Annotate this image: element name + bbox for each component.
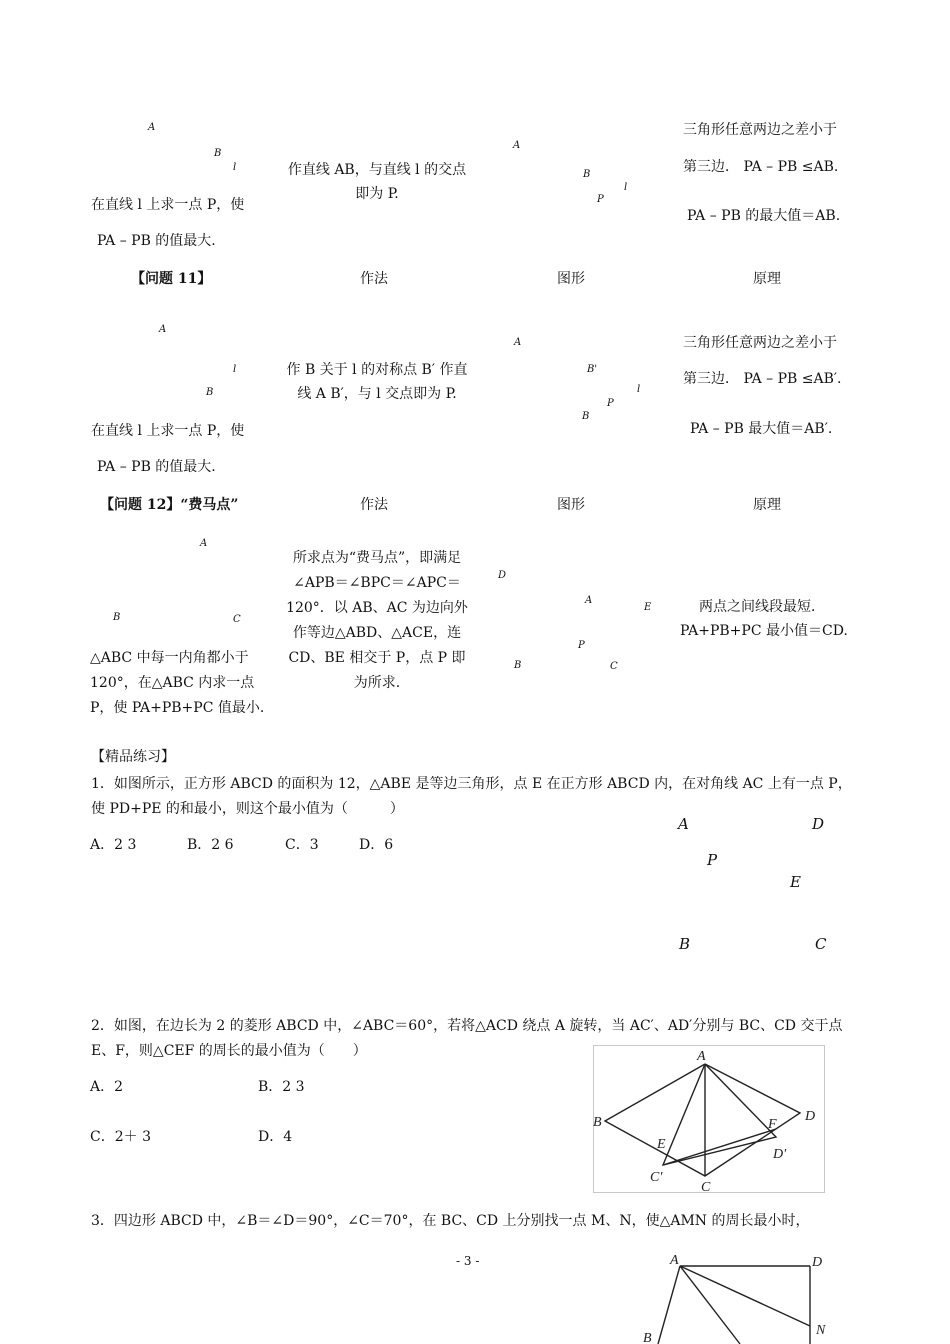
figure-label: P [578,640,585,651]
q1-figure-label: E [790,873,801,891]
practice-title: 【精品练习】 [91,749,175,765]
fig-label: D [812,1255,823,1270]
edge-ab [658,1266,680,1344]
q2-option-c: C．2＋ 3 [90,1129,151,1145]
column-principle: 原理 [753,497,781,513]
rotated-triangle [663,1064,776,1165]
question-2-text: 2．如图，在边长为 2 的菱形 ABCD 中，∠ABC＝60°，若将△ACD 绕点 A 旋转，当 AC′、AD′分别与 BC、CD 交于点 E、F，则△CEF 的周长的最小值为（ ） [91,1018,843,1059]
fig-label: F [768,1117,777,1132]
segment-an [680,1266,810,1326]
figure-label: P [607,398,614,409]
figure-label: P [597,194,604,205]
figure-label: A [513,140,521,151]
problem10-statement-1: 在直线 l 上求一点 P，使 [91,197,245,213]
fig-label: N [816,1323,826,1338]
fig-label: C' [650,1170,663,1185]
q1-figure-label: C [815,935,827,953]
figure-label: l [624,182,628,193]
column-figure: 图形 [557,271,585,287]
point-label: l [233,162,237,173]
problem11-principle-3: PA – PB 最大值＝AB′. [690,421,833,437]
segment-ef [663,1129,776,1165]
problem10-method: 作直线 AB，与直线 l 的交点即为 P. [287,162,467,202]
q1-option-a: A．2 3 [90,837,137,853]
figure-label: B [582,411,590,422]
point-label: l [233,364,237,375]
fig-label: A [670,1253,679,1268]
q2-rhombus-figure [593,1045,825,1193]
fig-label: E [657,1137,666,1152]
figure-label: B' [587,364,598,375]
problem12-statement: △ABC 中每一内角都小于 120°，在△ABC 内求一点 P，使 PA+PB+PC 值最小. [90,650,265,716]
fig-label: D' [773,1147,787,1162]
question-3-text: 3．四边形 ABCD 中，∠B＝∠D＝90°，∠C＝70°，在 BC、CD 上分别找一点 M、N，使△AMN 的周长最小时， [91,1213,810,1229]
problem12-principle-2: PA+PB+PC 最小值＝CD. [680,623,848,639]
problem11-statement-1: 在直线 l 上求一点 P，使 [91,423,245,439]
q1-option-d: D．6 [359,837,394,853]
q3-quadrilateral-figure [640,1250,840,1344]
fig-label: B [643,1331,652,1344]
fig-label: C [701,1180,711,1195]
point-label: B [113,612,121,623]
problem10-statement-2: PA – PB 的值最大. [97,233,216,249]
column-method: 作法 [360,497,388,513]
q1-figure-label: A [678,815,689,833]
problem10-principle-3: PA – PB 的最大值＝AB. [687,208,841,224]
q1-figure-label: B [679,935,691,953]
problem12-method: 所求点为“费马点”，即满足∠APB＝∠BPC＝∠APC＝120°．以 AB、AC 为边向外作等边△ABD、△ACE，连 CD、BE 相交于 P，点 P 即为所求. [286,550,468,691]
point-label: A [200,538,208,549]
figure-label: A [514,337,522,348]
point-label: A [148,122,156,133]
problem10-principle-1: 三角形任意两边之差小于 [683,122,837,138]
q1-figure-label: P [707,851,718,869]
column-method: 作法 [360,271,388,287]
figure-label: l [637,384,641,395]
column-principle: 原理 [753,271,781,287]
problem11-statement-2: PA – PB 的值最大. [97,459,216,475]
figure-label: E [644,602,652,613]
segment-am [680,1266,740,1344]
point-label: B [206,387,214,398]
q1-option-c: C．3 [285,837,319,853]
q2-option-a: A．2 [90,1079,124,1095]
q1-figure-label: D [812,815,825,833]
problem12-heading: 【问题 12】“费马点” [100,497,239,513]
problem11-principle-1: 三角形任意两边之差小于 [683,335,837,351]
fig-label: D [805,1109,816,1124]
problem11-method: 作 B 关于 l 的对称点 B′ 作直线 A B′，与 l 交点即为 P. [286,362,468,402]
question-1-text: 1．如图所示，正方形 ABCD 的面积为 12，△ABE 是等边三角形，点 E 在正方形 ABCD 内，在对角线 AC 上有一点 P，使 PD+PE 的和最小，则这个最小值为（ ） [91,776,852,817]
problem11-heading: 【问题 11】 [131,271,212,287]
fig-label: B [593,1115,602,1130]
column-figure: 图形 [557,497,585,513]
point-label: C [233,614,241,625]
figure-label: B [514,660,522,671]
q2-option-b: B．2 3 [258,1079,305,1095]
figure-label: B [583,169,591,180]
q2-option-d: D．4 [258,1129,293,1145]
page-number: - 3 - [456,1254,480,1268]
problem12-principle-1: 两点之间线段最短． [699,599,825,615]
figure-label: C [610,661,618,672]
problem10-principle-2: 第三边． PA – PB ≤AB. [683,159,839,175]
point-label: B [214,148,222,159]
figure-label: D [498,570,507,581]
q1-option-b: B．2 6 [187,837,234,853]
fig-label: A [697,1049,706,1064]
figure-label: A [585,595,593,606]
problem11-principle-2: 第三边． PA – PB ≤AB′. [683,371,842,387]
point-label: A [159,324,167,335]
